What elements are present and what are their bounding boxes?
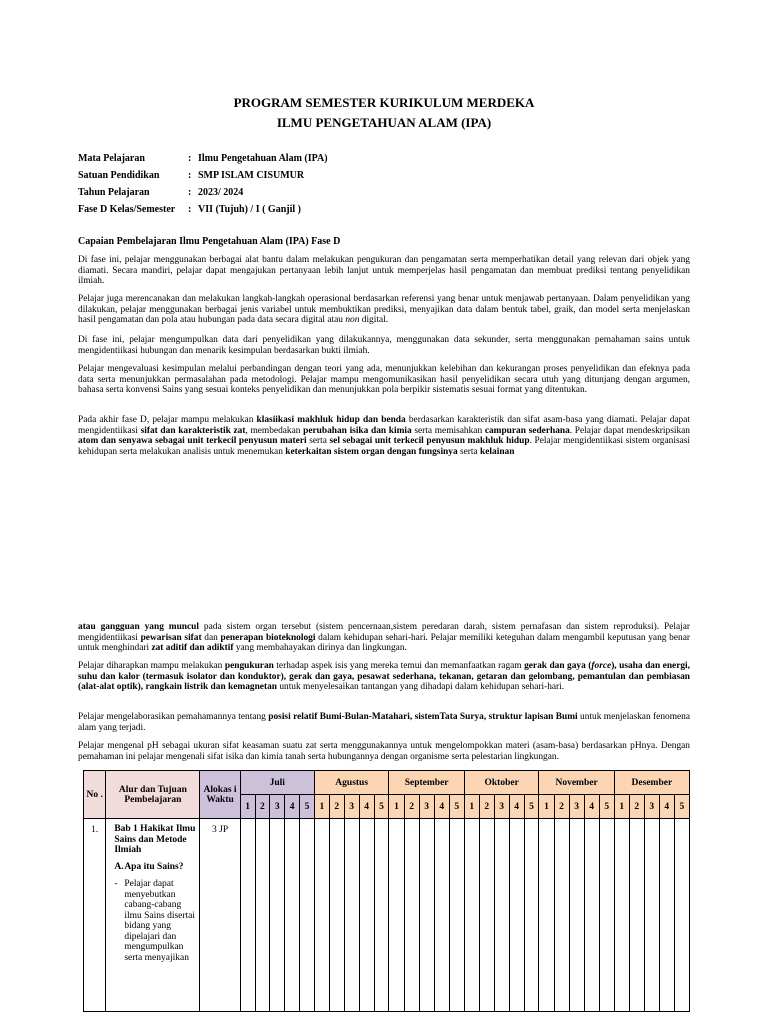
bold-run: klasiikasi makhluk hidup dan benda [256, 415, 406, 425]
week-cell: 5 [374, 795, 389, 819]
schedule-cell [509, 819, 524, 1012]
week-cell: 1 [389, 795, 404, 819]
week-cell: 5 [524, 795, 539, 819]
bold-run: zat aditif dan adiktif [151, 643, 234, 654]
schedule-cell [449, 819, 464, 1012]
bold-run: campuran sederhana [484, 425, 570, 436]
schedule-cell [285, 819, 300, 1012]
document-subtitle: ILMU PENGETAHUAN ALAM (IPA) [276, 115, 492, 130]
schedule-cell [255, 819, 270, 1012]
bold-run: gerak dan gaya ( [524, 661, 592, 671]
schedule-cell [374, 819, 389, 1012]
text-run: digital. [359, 315, 389, 326]
row-alur [106, 819, 200, 1012]
schedule-cell [270, 819, 285, 1012]
schedule-cell [599, 819, 614, 1012]
paragraph-2 [78, 294, 690, 326]
header-month-september: September [389, 771, 464, 795]
header-month-desember: Desember [614, 771, 689, 795]
subsection [114, 862, 195, 873]
italic-run: non [345, 315, 360, 326]
header-alur: Alur dan Tujuan Pembelajaran [106, 771, 200, 819]
week-cell: 5 [300, 795, 315, 819]
week-cell: 3 [270, 795, 285, 819]
text-run: serta [306, 436, 330, 447]
text-run: Pada akhir fase D, pelajar mampu melakukan [78, 415, 257, 425]
meta-row [78, 167, 328, 184]
bullet-text: Pelajar dapat menyebutkan cabang-cabang ilmu Sains disertai bidang yang dipelajari dan mengumpulkan serta menyajikan [124, 879, 196, 963]
schedule-cell [479, 819, 494, 1012]
week-cell: 4 [584, 795, 599, 819]
week-cell: 3 [419, 795, 434, 819]
meta-key: Fase D Kelas/Semester [78, 204, 176, 215]
meta-key: Mata Pelajaran [78, 153, 145, 164]
bold-run: perubahan isika dan kimia [303, 425, 412, 436]
text-run: pada sistem organ tersebut (sistem pencernaan,sistem peredaran darah, sistem pernafasan dan sistem reproduksi). Pelajar mengidentiikasi [78, 622, 690, 643]
schedule-cell [584, 819, 599, 1012]
week-cell: 2 [479, 795, 494, 819]
paragraph-3: Di fase ini, pelajar mengumpulkan data dari penyelidikan yang dilakukannya, menggunakan data sekunder, serta menggunakan pemahaman sains untuk mengidentiikasi hubungan dan menarik kesimpulan berdasarkan bukti ilmiah. [78, 335, 690, 356]
meta-colon: : [188, 187, 192, 198]
schedule-cell [674, 819, 689, 1012]
section-heading: Capaian Pembelajaran Ilmu Pengetahuan Alam (IPA) Fase D [78, 236, 341, 247]
schedule-cell [404, 819, 419, 1012]
bold-run: pengukuran [224, 661, 274, 671]
schedule-cell [464, 819, 479, 1012]
text-run: yang membahayakan dirinya dan lingkungan. [233, 643, 407, 654]
header-no: No . [84, 771, 106, 819]
table-header-row [84, 771, 690, 795]
week-cell: 3 [569, 795, 584, 819]
week-cell: 5 [674, 795, 689, 819]
meta-key: Tahun Pelajaran [78, 187, 150, 198]
week-cell: 2 [554, 795, 569, 819]
bold-run: sifat dan karakteristik zat [140, 425, 246, 436]
meta-colon: : [188, 170, 192, 181]
week-cell: 1 [464, 795, 479, 819]
schedule-cell [659, 819, 674, 1012]
bold-run: atau gangguan yang muncul [78, 622, 199, 632]
text-run: Pelajar diharapkan mampu melakukan [78, 661, 225, 671]
text-run: , membedakan [245, 425, 304, 436]
paragraph-7 [78, 661, 690, 693]
row-no: 1. [84, 819, 106, 1012]
text-run: untuk menyelesaikan tantangan yang dihadapi dalam kehidupan sehari-hari. [276, 682, 565, 693]
header-month-juli: Juli [240, 771, 314, 795]
week-cell: 2 [404, 795, 419, 819]
week-cell: 1 [539, 795, 554, 819]
paragraph-8 [78, 712, 690, 733]
schedule-cell [329, 819, 344, 1012]
meta-row [78, 184, 328, 201]
paragraph-1: Di fase ini, pelajar menggunakan berbagai alat bantu dalam melakukan pengukuran dan pengamatan serta memperhatikan detail yang relevan dari objek yang diamati. Secara mandiri, pelajar dapat mengajukan pertanyaan lebih lanjut untuk memperjelas hasil pengamatan dan membuat prediksi tentang penyelidikan ilmiah. [78, 255, 690, 287]
bold-run: kelainan [480, 446, 515, 457]
schedule-cell [359, 819, 374, 1012]
week-cell: 2 [329, 795, 344, 819]
subsection-letter: A. [114, 861, 124, 872]
text-run: terhadap aspek isis yang mereka temui dan memanfaatkan ragam [273, 661, 525, 671]
schedule-cell [314, 819, 329, 1012]
schedule-cell [554, 819, 569, 1012]
week-cell: 4 [359, 795, 374, 819]
week-cell: 4 [434, 795, 449, 819]
week-cell: 4 [285, 795, 300, 819]
meta-key: Satuan Pendidikan [78, 170, 160, 181]
text-run: . Pelajar mengidentiikasi sistem organisasi kehidupan serta melakukan analisis untuk menemukan [78, 436, 691, 457]
paragraph-5 [78, 415, 690, 457]
meta-value: SMP ISLAM CISUMUR [198, 170, 305, 181]
table-row [84, 819, 690, 1012]
meta-value: VII (Tujuh) / I ( Ganjil ) [198, 204, 301, 215]
schedule-table [83, 770, 690, 1012]
header-month-november: November [539, 771, 614, 795]
week-cell: 3 [344, 795, 359, 819]
schedule-cell [240, 819, 255, 1012]
week-cell: 2 [629, 795, 644, 819]
schedule-cell [419, 819, 434, 1012]
row-alokasi: 3 JP [200, 819, 240, 1012]
paragraph-4: Pelajar mengevaluasi kesimpulan melalui perbandingan dengan teori yang ada, menunjukkan kelebihan dan kekurangan proses penyelidikan dan efeknya pada data serta menunjukkan permasalahan pada metodologi. Pelajar mampu mengomunikasikan hasil penyelidikan secara utuh yang ditunjang dengan argumen, bahasa serta konvensi Sains yang sesuai konteks penyelidikan dan menunjukkan pola berpikir sistematis sesuai format yang ditentukan. [78, 364, 690, 396]
text-run: untuk menjelaskan fenomena alam yang terjadi. [78, 712, 691, 733]
week-cell: 5 [599, 795, 614, 819]
meta-value: Ilmu Pengetahuan Alam (IPA) [198, 153, 328, 164]
bold-run: ), usaha dan energi, suhu dan kalor (termasuk isolator dan konduktor), gerak dan gaya, pesawat sederhana, tekanan, getaran dan gelombang, pemantulan dan pembiasan (alat-alat optik), rangkain listrik dan kemagnetan [78, 661, 690, 693]
header-month-oktober: Oktober [464, 771, 539, 795]
text-run: Pelajar juga merencanakan dan melakukan langkah-langkah operasional berdasarkan referensi yang benar untuk menjawab pertanyaan. Dalam penyelidikan yang dilakukan, pelajar menggunakan berbagai jenis variabel untuk membuktikan prediksi, menyajikan data dalam bentuk tabel, graik, dan model serta menjelaskan hasil pengamatan dan pola atau hubungan pada data secara digital atau [78, 294, 690, 326]
text-run: . Pelajar dapat mendeskripsikan [569, 425, 690, 436]
schedule-cell [300, 819, 315, 1012]
paragraph-6 [78, 622, 690, 654]
meta-value: 2023/ 2024 [198, 187, 244, 198]
schedule-cell [389, 819, 404, 1012]
week-cell: 1 [240, 795, 255, 819]
schedule-cell [539, 819, 554, 1012]
bold-run: penerapan bioteknologi [220, 632, 316, 643]
schedule-cell [644, 819, 659, 1012]
week-cell: 2 [255, 795, 270, 819]
paragraph-9: Pelajar mengenal pH sebagai ukuran sifat keasaman suatu zat serta menggunakannya untuk mengelompokkan materi (asam-basa) berdasarkan pHnya. Dengan pemahaman ini pelajar mengenali sifat isika dan kimia tanah serta hubungannya dengan organisme serta pelestarian lingkungan. [78, 741, 690, 762]
subsection-title: Apa itu Sains? [124, 861, 184, 872]
bullet-mark: - [114, 879, 118, 889]
bold-run: posisi relatif Bumi-Bulan-Matahari, sistemTata Surya, struktur lapisan Bumi [268, 712, 578, 722]
bold-run: sel sebagai unit terkecil penyusun makhluk hidup [329, 436, 530, 447]
schedule-cell [614, 819, 629, 1012]
schedule-cell [569, 819, 584, 1012]
week-cell: 4 [509, 795, 524, 819]
text-run: Pelajar mengelaborasikan pemahamannya tentang [78, 712, 269, 722]
text-run: serta memisahkan [411, 425, 485, 436]
header-month-agustus: Agustus [314, 771, 389, 795]
week-cell: 4 [659, 795, 674, 819]
meta-colon: : [188, 204, 192, 215]
header-alokasi: Alokas i Waktu [200, 771, 240, 819]
bold-run: keterkaitan sistem organ dengan fungsinya [285, 446, 458, 457]
meta-row [78, 150, 328, 167]
bold-run: atom dan senyawa sebagai unit terkecil penyusun materi [78, 436, 307, 447]
meta-row [78, 201, 328, 218]
text-run: dan [201, 632, 221, 643]
week-cell: 1 [314, 795, 329, 819]
week-cell: 1 [614, 795, 629, 819]
meta-block [78, 150, 328, 218]
text-run: berdasarkan karakteristik dan sifat asam-basa yang diamati. Pelajar dapat mengidentiikasi [78, 415, 690, 436]
schedule-cell [494, 819, 509, 1012]
bold-run: pewarisan sifat [140, 632, 202, 643]
document-title: PROGRAM SEMESTER KURIKULUM MERDEKA [233, 95, 535, 110]
schedule-cell [629, 819, 644, 1012]
bold-italic-run: force [591, 661, 612, 671]
schedule-cell [344, 819, 359, 1012]
schedule-cell [524, 819, 539, 1012]
week-cell: 3 [644, 795, 659, 819]
schedule-cell [434, 819, 449, 1012]
week-cell: 3 [494, 795, 509, 819]
week-cell: 5 [449, 795, 464, 819]
text-run: dalam kehidupan sehari-hari. Pelajar memiliki keteguhan dalam mengambil keputusan yang benar untuk menghindari [78, 632, 690, 654]
chapter-title: Bab 1 Hakikat Ilmu Sains dan Metode Ilmiah [114, 824, 196, 855]
meta-colon: : [188, 153, 192, 164]
text-run: serta [457, 446, 481, 457]
list-item [114, 879, 195, 963]
